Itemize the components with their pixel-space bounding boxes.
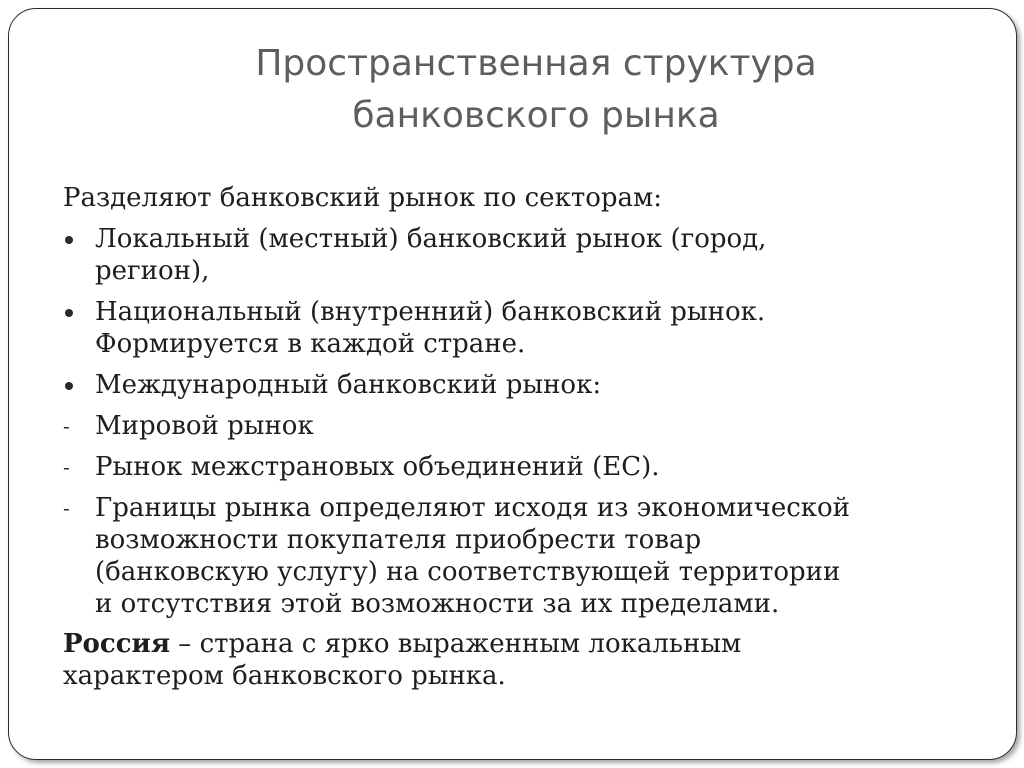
title-line-2: банковского рынка <box>352 95 720 136</box>
bullet-dot-icon <box>65 309 73 317</box>
conclusion-line-1 <box>63 628 953 660</box>
conclusion-text: – страна с ярко выраженным локальным <box>170 629 742 659</box>
bullet-item-international <box>63 369 953 401</box>
dash-marker: - <box>63 496 70 520</box>
conclusion-bold-term: Россия <box>63 629 171 659</box>
dash-text-line: Границы рынка определяют исходя из экономической <box>95 493 851 523</box>
bullet-dot-icon <box>65 236 73 244</box>
conclusion-paragraph <box>63 628 953 692</box>
bullet-text-line: Международный банковский рынок: <box>95 370 602 400</box>
conclusion-line-2: характером банковского рынка. <box>63 661 506 691</box>
bullet-text-line: Локальный (местный) банковский рынок (город, <box>95 224 767 254</box>
bullet-item-local <box>63 223 953 287</box>
bullet-dot-icon <box>65 382 73 390</box>
dash-text-line: Рынок межстрановых объединений (ЕС). <box>95 452 660 482</box>
dash-text-line: и отсутствия этой возможности за их пределами. <box>95 589 780 619</box>
dash-text-line: (банковскую услугу) на соответствующей территории <box>95 557 841 587</box>
dash-item-market-boundaries <box>63 492 953 620</box>
dash-marker: - <box>63 414 70 438</box>
intro-text: Разделяют банковский рынок по секторам: <box>63 183 662 213</box>
dash-text-line: возможности покупателя приобрести товар <box>95 525 702 555</box>
bullet-item-national <box>63 296 953 360</box>
slide-body <box>63 182 953 692</box>
bullet-text-line: регион), <box>95 256 210 286</box>
dash-marker: - <box>63 455 70 479</box>
bullet-text-line: Формируется в каждой стране. <box>95 329 526 359</box>
dash-item-world-market <box>63 410 953 442</box>
bullet-text-line: Национальный (внутренний) банковский рынок. <box>95 297 766 327</box>
dash-text-line: Мировой рынок <box>95 411 314 441</box>
slide-title <box>0 38 1024 142</box>
dash-item-interstate-market <box>63 451 953 483</box>
title-line-1: Пространственная структура <box>255 43 817 84</box>
